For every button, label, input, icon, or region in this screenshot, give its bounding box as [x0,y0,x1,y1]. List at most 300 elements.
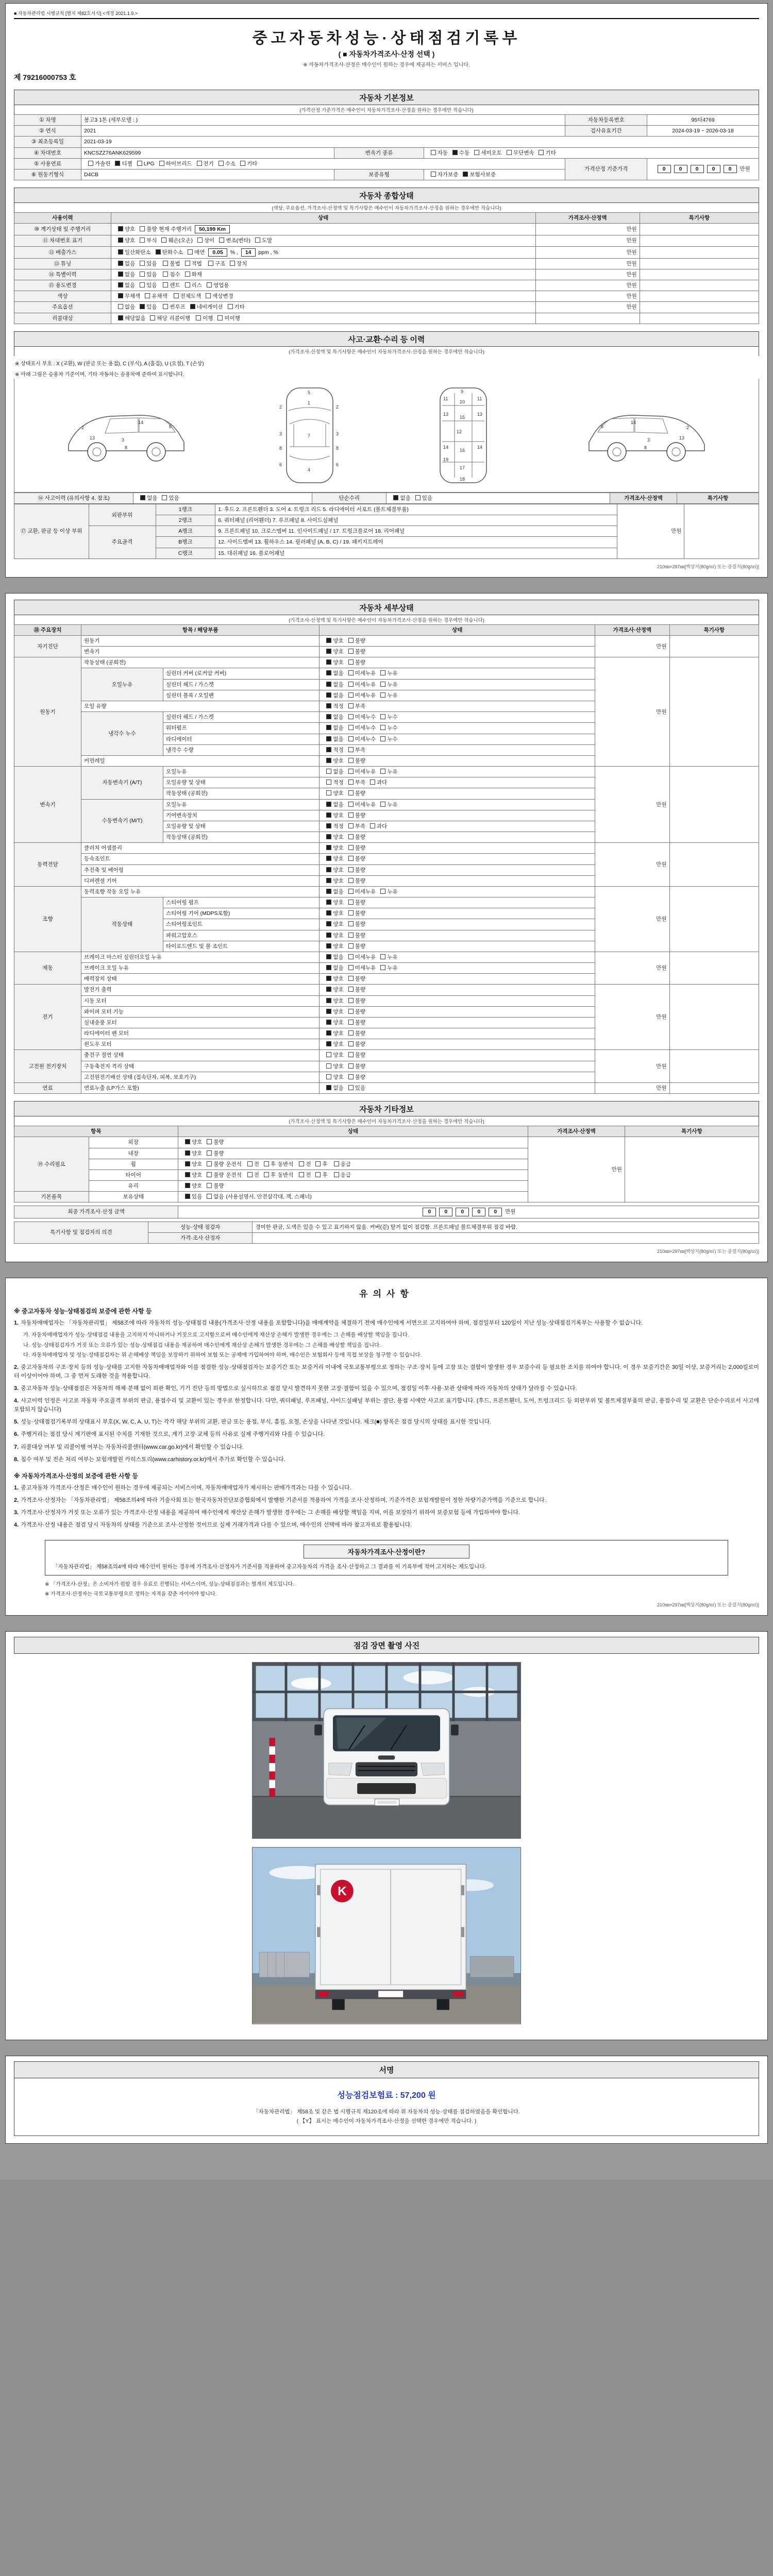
checkbox-label: 양호 [191,1161,203,1167]
checkbox-label: 없음 [333,954,344,960]
basic-table [14,114,759,180]
table-row [14,126,759,137]
notice-text: 가격조사·산정 내용은 점검 당시 자동차의 상태를 기준으로 조사·산정한 것이므로 실제 거래가격과 다를 수 있으며, 매수인의 선택에 따라 참고자료로 활용됩니다. [21,1521,412,1528]
checkbox [197,161,202,166]
checkbox-label: 기타 [247,160,258,167]
checkbox-label: 미세누유 [355,681,376,688]
checkbox-checked [326,998,331,1003]
checkbox [348,725,354,730]
notice-heading: ※ 자동차가격조사·산정의 보증에 관한 사항 등 [14,1472,138,1480]
value-cell [320,1028,595,1039]
label-cell: 주요골격 [89,526,156,559]
label-cell: 색상 [14,291,111,302]
value-cell: 2021-03-19 [81,137,759,147]
checkbox-checked [118,238,123,243]
checkbox-label: 하이브리드 [165,160,192,167]
checkbox-checked [326,965,331,970]
car-top-view-diagram [276,384,343,487]
checkbox [348,769,354,774]
value-cell [669,657,759,767]
value-cell: 연료누출 (LP가스 포함) [81,1083,320,1094]
svg-text:6: 6 [336,462,339,467]
value-cell [320,635,595,646]
overall-title: 자동차 종합상태 [14,188,759,202]
checkbox-label: 양호 [333,932,344,939]
checkbox-checked [326,659,331,665]
checkbox-label: 양호 [191,1172,203,1178]
svg-text:7: 7 [308,433,311,438]
checkbox-label: 양호 [333,757,344,764]
value-cell [320,886,595,897]
value-cell: 만원 [535,280,640,291]
label-cell: 조향 [14,886,81,952]
boxed-value: 50,199 Km [195,225,230,233]
label-cell: ③ 최초등록일 [14,137,81,147]
checkbox [326,769,331,774]
value-cell: 타이로드엔드 및 볼 조인트 [163,941,319,952]
checkbox [348,954,354,959]
value-cell: 유리 [89,1181,178,1192]
checkbox [370,779,375,785]
signature-title: 서명 [14,2061,759,2078]
text [157,261,159,267]
label-cell: 오일누유 [81,668,163,701]
inspection-insurance-fee [25,2089,748,2100]
table-row [14,493,759,503]
checkbox-checked [326,802,331,807]
checkbox-label: 응급 [340,1161,351,1167]
checkbox [348,703,354,708]
checkbox [334,1161,339,1166]
value-cell: 등속조인트 [81,854,320,865]
value-cell: 만원 [535,302,640,313]
value-cell [669,886,759,952]
checkbox-checked [326,747,331,752]
table-row [14,158,759,169]
value-cell: 구동축전지 격리 상태 [81,1061,320,1072]
checkbox-checked [118,226,123,231]
text [157,304,159,310]
checkbox [163,304,168,309]
checkbox-checked [140,304,145,309]
accident-title: 사고·교환·수리 등 이력 [14,331,759,346]
checkbox [137,161,142,166]
checkbox-label: 양호 [191,1183,203,1190]
checkbox-label: 훼손(오손) [168,238,193,244]
truck-front-photo-illustration [253,1663,520,1838]
value-cell: 6. 쿼터패널 (리어휀더) 7. 루프패널 8. 사이드실패널 [215,515,617,526]
value-cell: 라디에이터 [163,734,319,744]
notice-item [14,1384,759,1393]
checkbox-label: 세미오토 [481,149,502,156]
label-cell: 상태 [178,1126,528,1137]
svg-text:2: 2 [336,404,339,410]
fee-label: 성능점검보험료 : [337,2091,398,2100]
table-row [14,137,759,147]
checkbox-label: 없음 [124,271,136,278]
notice-footnote: ※ 가격조사·산정자는 국토교통부령으로 정하는 자격을 갖춘 자이어야 합니다. [45,1591,217,1598]
checkbox-label: 양호 [333,910,344,917]
value-cell [669,952,759,985]
checkbox-label: 누수 [387,725,398,732]
label-cell: 검사유효기간 [565,126,647,137]
checkbox [163,261,168,266]
checkbox-checked [326,921,331,926]
checkbox [150,315,155,320]
value-cell: 클러치 어셈블리 [81,843,320,854]
checkbox-label: 불량 [355,997,366,1004]
checkbox-label: 불량 [355,1041,366,1048]
checkbox [140,226,145,231]
label-cell: 수동변속기 (M/T) [81,799,163,843]
checkbox-label: 누유 [387,965,398,972]
value-cell: 스티어링조인트 [163,919,319,930]
svg-text:17: 17 [460,465,465,470]
table-row [14,985,759,995]
notice-text: 자동차매매업자는 「자동차관리법」 제58조에 따라 자동차의 성능·상태점검 내용(가격조사·산정 내용을 포함합니다)을 매매계약을 체결하기 전에 매수인에게 서면으로 고지하여야 하며, 점검일부터 120일이 지난 성능·상태점검기록부는 사용할 수 없습니다. [21,1319,643,1326]
checkbox-checked [326,900,331,905]
label-cell: B랭크 [156,537,215,548]
checkbox-label: 불량 [355,976,366,982]
checkbox [348,910,354,916]
label-cell: 제동 [14,952,81,985]
checkbox-label: 누유 [387,801,398,808]
label-cell: 기본품목 [14,1192,89,1202]
checkbox-label: 부식 [146,238,157,244]
checkbox-label: 전 [306,1172,311,1178]
checkbox-label: 후 [322,1172,328,1178]
checkbox-label: 매연 [194,249,205,256]
notice-text: 가격조사·산정자가 거짓 또는 오류가 있는 가격조사·산정 내용을 제공하여 매수인에게 재산상 손해가 발생한 경우에는 그 손해를 배상할 책임을 지며, 이를 보장하기 위하여 보증보험 등에 가입하여야 합니다. [21,1509,520,1516]
label-cell: 작동상태 [81,897,163,952]
checkbox-label: 불량 [355,867,366,873]
notice-item [14,1496,759,1505]
checkbox-label: 보험사보증 [469,171,496,178]
checkbox-label: 수소 [225,160,236,167]
notice-text: 중고자동차 성능·상태점검은 자동차의 해체·분해 없이 외관 확인, 기기 진단 등의 방법으로 실시하므로 점검 당시 발견하지 못한 고장·결함이 있을 수 있으며, 점검일 이후 사용·보관 상태에 따라 자동차의 상태가 달라질 수 있습니다. [21,1385,577,1392]
label-cell: 항목 / 해당부품 [81,624,320,635]
svg-text:14: 14 [443,444,449,450]
checkbox [264,1172,269,1177]
checkbox-label: 해당없음 [124,315,146,321]
checkbox [188,249,193,255]
checkbox [185,272,190,277]
checkbox [197,238,203,243]
value-cell [320,930,595,941]
truck-rear-photo-illustration [253,1848,520,2023]
checkbox-label: 양호 [191,1150,203,1157]
checkbox [299,1161,304,1166]
svg-text:13: 13 [90,435,95,440]
checkbox [380,965,385,970]
value-cell [81,158,565,169]
checkbox [228,304,233,309]
checkbox-checked [326,1085,331,1090]
value-cell: 보유상태 [89,1192,178,1202]
svg-text:13: 13 [477,411,483,417]
label-cell: 가격조사·산정액 [528,1126,625,1137]
paper-size-note: 210㎜×297㎜[백상지(80g/㎡) 또는 중질지(80g/㎡)] [657,1248,759,1254]
checkbox-label: 양호 [333,900,344,906]
value-cell: 실내송풍 모터 [81,1017,320,1028]
svg-text:13: 13 [443,411,449,417]
checkbox-label: 불량 [355,877,366,884]
value-cell [320,668,595,679]
label-cell: 항목 [14,1126,178,1137]
detail-table-mount [14,624,759,1094]
checkbox [348,649,354,654]
checkbox-checked [118,249,123,255]
checkbox-label: 네비게이션 [196,304,223,311]
label-cell: ⑰ 교환, 판금 등 이상 부위 [14,504,89,558]
checkbox [163,282,168,287]
label-cell: 변속기 [14,767,81,843]
checkbox [348,998,354,1003]
label-cell: 특기사항 [677,493,759,503]
opinions-table-mount [14,1222,759,1244]
svg-text:18: 18 [460,476,465,482]
text: ppm , % [257,249,278,256]
checkbox-label: 변조(변타) [226,238,250,244]
checkbox [140,272,145,277]
checkbox-checked [115,161,120,166]
checkbox-label: 불량 [213,1139,224,1146]
notice-number: 3. [14,1385,19,1392]
checkbox-label: 전기 [203,160,214,167]
inspection-photo-front [252,1662,521,1839]
etc-note: (가격조사·산정액 및 특기사항은 매수인이 자동차가격조사·산정을 원하는 경우에만 적습니다) [14,1116,759,1126]
value-cell [178,1159,528,1170]
svg-text:6: 6 [169,423,172,429]
label-cell: 단순수리 [312,493,386,503]
value-cell: 변속기 [81,647,320,657]
accident-parts-table-mount [14,504,759,559]
checkbox-label: 기타 [545,149,556,156]
checkbox-label: 없음 [124,304,136,311]
checkbox-label: 양호 [333,921,344,928]
checkbox-label: 부족 [355,747,366,753]
checkbox-label: 없음 [333,888,344,895]
checkbox-label: 도말 [261,238,273,244]
acc_state-table [14,493,759,504]
value-cell [386,493,610,503]
value-cell [424,169,565,180]
checkbox-label: 양호 [333,1008,344,1015]
fee-value: 57,200 원 [400,2091,436,2100]
value-cell [669,1050,759,1083]
checkbox [264,1161,269,1166]
label-cell: 최종 가격조사·산정 금액 [14,1206,178,1218]
value-cell [111,302,535,313]
value-cell: 만원 [535,246,640,258]
checkbox-label: 불량 [213,1150,224,1157]
basic-info-note: (가격산정 기준가격은 매수인이 자동차가격조사·산정을 원하는 경우에만 적습니다) [14,105,759,114]
table-row [14,235,759,246]
checkbox-label: 수동 [459,149,470,156]
table-row [14,147,759,158]
boxed-value: 0 [707,165,720,173]
checkbox-checked [118,315,123,320]
value-cell: 오일유량 및 상태 [163,777,319,788]
value-cell [640,224,759,235]
checkbox [431,150,436,155]
svg-text:16: 16 [460,447,465,453]
checkbox [140,282,145,287]
checkbox-label: 불량 [355,757,366,764]
table-row [14,886,759,897]
checkbox-label: 있음 [191,1194,203,1200]
value-cell [320,854,595,865]
checkbox [206,293,211,298]
checkbox-label: 누수 [387,714,398,721]
checkbox-label: 후 [270,1161,276,1167]
checkbox-label: 양호 [333,1030,344,1037]
notice-number: 4. [14,1521,19,1528]
value-cell: 만원 [617,504,684,558]
value-cell: 라디에이터 팬 모터 [81,1028,320,1039]
acc_parts-table [14,504,759,559]
svg-text:3: 3 [336,431,339,436]
svg-text:2: 2 [279,404,282,410]
svg-text:14: 14 [631,419,636,425]
checkbox [348,900,354,905]
label-cell: 연료 [14,1083,81,1094]
checkbox-label: 누유 [387,692,398,699]
checkbox-label: 적정 [333,823,344,829]
checkbox [207,1194,212,1199]
value-cell: 스티어링 펌프 [163,897,319,908]
checkbox-label: 리스 [191,282,202,289]
checkbox [348,758,354,763]
notice-text: 주행거리는 점검 당시 계기판에 표시된 수치를 기재한 것으로, 계기 고장·교체 등의 사유로 실제 주행거리와 다를 수 있습니다. [21,1431,325,1438]
checkbox-checked [185,1172,190,1177]
checkbox-label: 화재 [191,271,202,278]
checkbox [207,282,212,287]
checkbox-label: 양호 [333,845,344,852]
checkbox [348,736,354,741]
value-cell: 고전원전기배선 상태 (접속단자, 피복, 보호기구) [81,1072,320,1082]
value-cell: 실린더 커버 (로커암 커버) [163,668,319,679]
value-cell: 95타4769 [647,115,759,126]
checkbox-label: 불량 [355,856,366,862]
value-cell [111,269,535,280]
value-cell [320,755,595,766]
text [203,261,204,267]
table-row [14,313,759,324]
sheet-3 [5,1278,768,1616]
label-cell: 원동기 [14,657,81,767]
checkbox-label: 불량 [355,659,366,666]
notice-number: 8. [14,1456,19,1463]
checkbox-label: 양호 [333,943,344,950]
label-cell: 특기사항 및 점검자의 의견 [14,1222,148,1243]
value-cell: 만원 [595,886,670,952]
checkbox [348,878,354,883]
sheet-4 [5,1631,768,2040]
checkbox [207,1150,212,1156]
table-row [14,302,759,313]
checkbox [380,889,385,894]
paper-size-note: 210㎜×297㎜[백상지(80g/㎡) 또는 중질지(80g/㎡)] [657,1602,759,1608]
checkbox [380,692,385,698]
checkbox [145,293,150,298]
value-cell [669,843,759,887]
notice-item [14,1509,759,1517]
checkbox-checked [190,304,195,309]
table-row [14,258,759,269]
value-cell [111,235,535,246]
value-cell: 휠 [89,1159,178,1170]
checkbox [348,921,354,926]
checkbox-label: 불량 [355,1063,366,1070]
value-cell: 오일누유 [163,799,319,810]
value-cell: 12. 사이드멤버 13. 휠하우스 14. 필러패널 (A, B, C) / 19. 패키지트레이 [215,537,617,548]
checkbox-label: 적정 [333,779,344,786]
checkbox-label: 불량 [355,845,366,852]
checkbox-label: 불량 [355,812,366,819]
label-cell: 전기 [14,985,81,1050]
checkbox-checked [326,670,331,675]
checkbox-checked [326,1020,331,1025]
table-row [14,635,759,646]
value-cell: 만원 [535,269,640,280]
checkbox-label: 있음 [146,304,157,311]
checkbox-checked [118,261,123,266]
text: 운전석 [224,1172,243,1178]
checkbox-label: 미세누유 [355,965,376,972]
checkbox-label: 가솔린 [95,160,111,167]
value-cell [320,963,595,974]
checkbox-label: 있음 [422,495,433,501]
checkbox-checked [326,1041,331,1046]
boxed-value: 0 [423,1208,436,1216]
value-cell: 1. 후드 2. 프론트휀더 3. 도어 4. 트렁크 리드 5. 라디에이터 서포트 (볼트체결부품) [215,504,617,515]
checkbox-checked [118,272,123,277]
value-cell [320,832,595,843]
checkbox-label: 장치 [237,260,247,267]
checkbox [118,304,123,309]
checkbox-label: 미이행 [224,315,240,321]
value-cell [640,235,759,246]
checkbox [326,790,331,795]
svg-text:8: 8 [644,445,647,450]
checkbox [431,172,436,177]
checkbox-checked [326,943,331,948]
checkbox [380,802,385,807]
table-row [14,1206,759,1218]
text: 동반석 [276,1161,295,1167]
checkbox-label: 양호 [333,649,344,655]
value-cell: 충전구 절연 상태 [81,1050,320,1061]
value-cell: 만원 [595,952,670,985]
notice-text: 가격조사·산정자는 「자동차관리법」 제58조의4에 따라 기술사회 또는 한국자동차진단보증협회에서 발행한 기준서를 적용하여 가격을 조사·산정하며, 기준가격은 보험개발원이 정한 차량기준가액을 기준으로 합니다. [21,1497,546,1503]
label-cell: 가격조사·산정액 [610,493,677,503]
checkbox [348,1074,354,1079]
checkbox-label: 없음 [400,495,411,501]
checkbox [507,150,512,155]
svg-text:15: 15 [460,414,465,420]
checkbox-label: 누유 [387,670,398,677]
checkbox-label: 양호 [333,997,344,1004]
text [328,1172,330,1178]
checkbox-checked [118,293,123,298]
notice-number: 4. [14,1398,19,1404]
checkbox [255,238,260,243]
checkbox-label: 불량 [146,226,157,233]
label-cell: 외판부위 [89,504,156,526]
signature-statement-2: ( 【Y】 표시는 매수인이 자동차가격조사·산정을 선택한 경우에만 적습니다. ) [296,2117,477,2124]
svg-text:3: 3 [647,437,650,443]
